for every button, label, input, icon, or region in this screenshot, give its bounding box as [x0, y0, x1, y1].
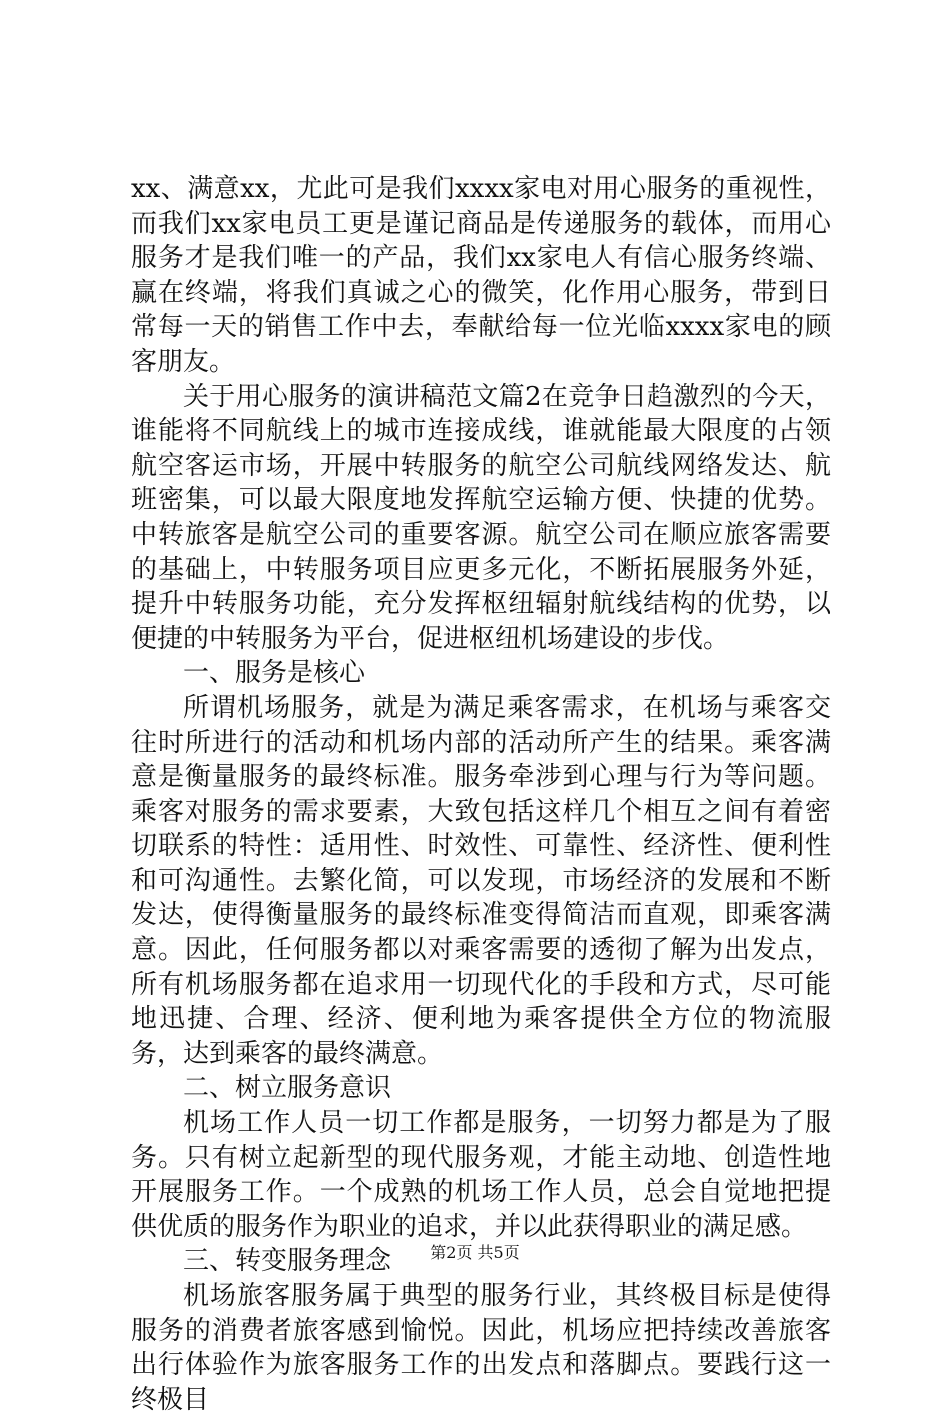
paragraph: xx、满意xx，尤此可是我们xxxx家电对用心服务的重视性，而我们xx家电员工更是谨记商品是传递服务的载体，而用心服务才是我们唯一的产品，我们xx家电人有信心服务终端、赢在终端，将我们真诚之心的微笑，化作用心服务，带到日常每一天的销售工作中去，奉献给每一位光临xxxx家电的顾客朋友。: [131, 174, 831, 377]
paragraph: 关于用心服务的演讲稿范文篇2在竞争日趋激烈的今天，谁能将不同航线上的城市连接成线，谁就能最大限度的占领航空客运市场，开展中转服务的航空公司航线网络发达、航班密集，可以最大限度地发挥航空运输方便、快捷的优势。中转旅客是航空公司的重要客源。航空公司在顺应旅客需要的基础上，中转服务项目应更多元化，不断拓展服务外延，提升中转服务功能，充分发挥枢纽辐射航线结构的优势，以便捷的中转服务为平台，促进枢纽机场建设的步伐。: [131, 381, 831, 654]
paragraph: 机场工作人员一切工作都是服务，一切努力都是为了服务。只有树立起新型的现代服务观，才能主动地、创造性地开展服务工作。一个成熟的机场工作人员，总会自觉地把提供优质的服务作为职业的追求，并以此获得职业的满足感。: [131, 1108, 831, 1242]
paragraph: 所谓机场服务，就是为满足乘客需求，在机场与乘客交往时所进行的活动和机场内部的活动所产生的结果。乘客满意是衡量服务的最终标准。服务牵涉到心理与行为等问题。乘客对服务的需求要素，大致包括这样几个相互之间有着密切联系的特性：适用性、时效性、可靠性、经济性、便利性和可沟通性。去繁化简，可以发现，市场经济的发展和不断发达，使得衡量服务的最终标准变得简洁而直观，即乘客满意。因此，任何服务都以对乘客需要的透彻了解为出发点，所有机场服务都在追求用一切现代化的手段和方式，尽可能地迅捷、合理、经济、便利地为乘客提供全方位的物流服务，达到乘客的最终满意。: [131, 692, 831, 1069]
page-footer: 第2页 共5页: [430, 1243, 520, 1262]
paragraph: 机场旅客服务属于典型的服务行业，其终极目标是使得服务的消费者旅客感到愉悦。因此，机场应把持续改善旅客出行体验作为旅客服务工作的出发点和落脚点。要践行这一终极目: [131, 1281, 831, 1415]
section-heading: 一、服务是核心: [183, 658, 366, 689]
section-heading: 三、转变服务理念: [183, 1246, 392, 1277]
section-heading: 二、树立服务意识: [183, 1073, 392, 1104]
document-body: [131, 172, 831, 1417]
